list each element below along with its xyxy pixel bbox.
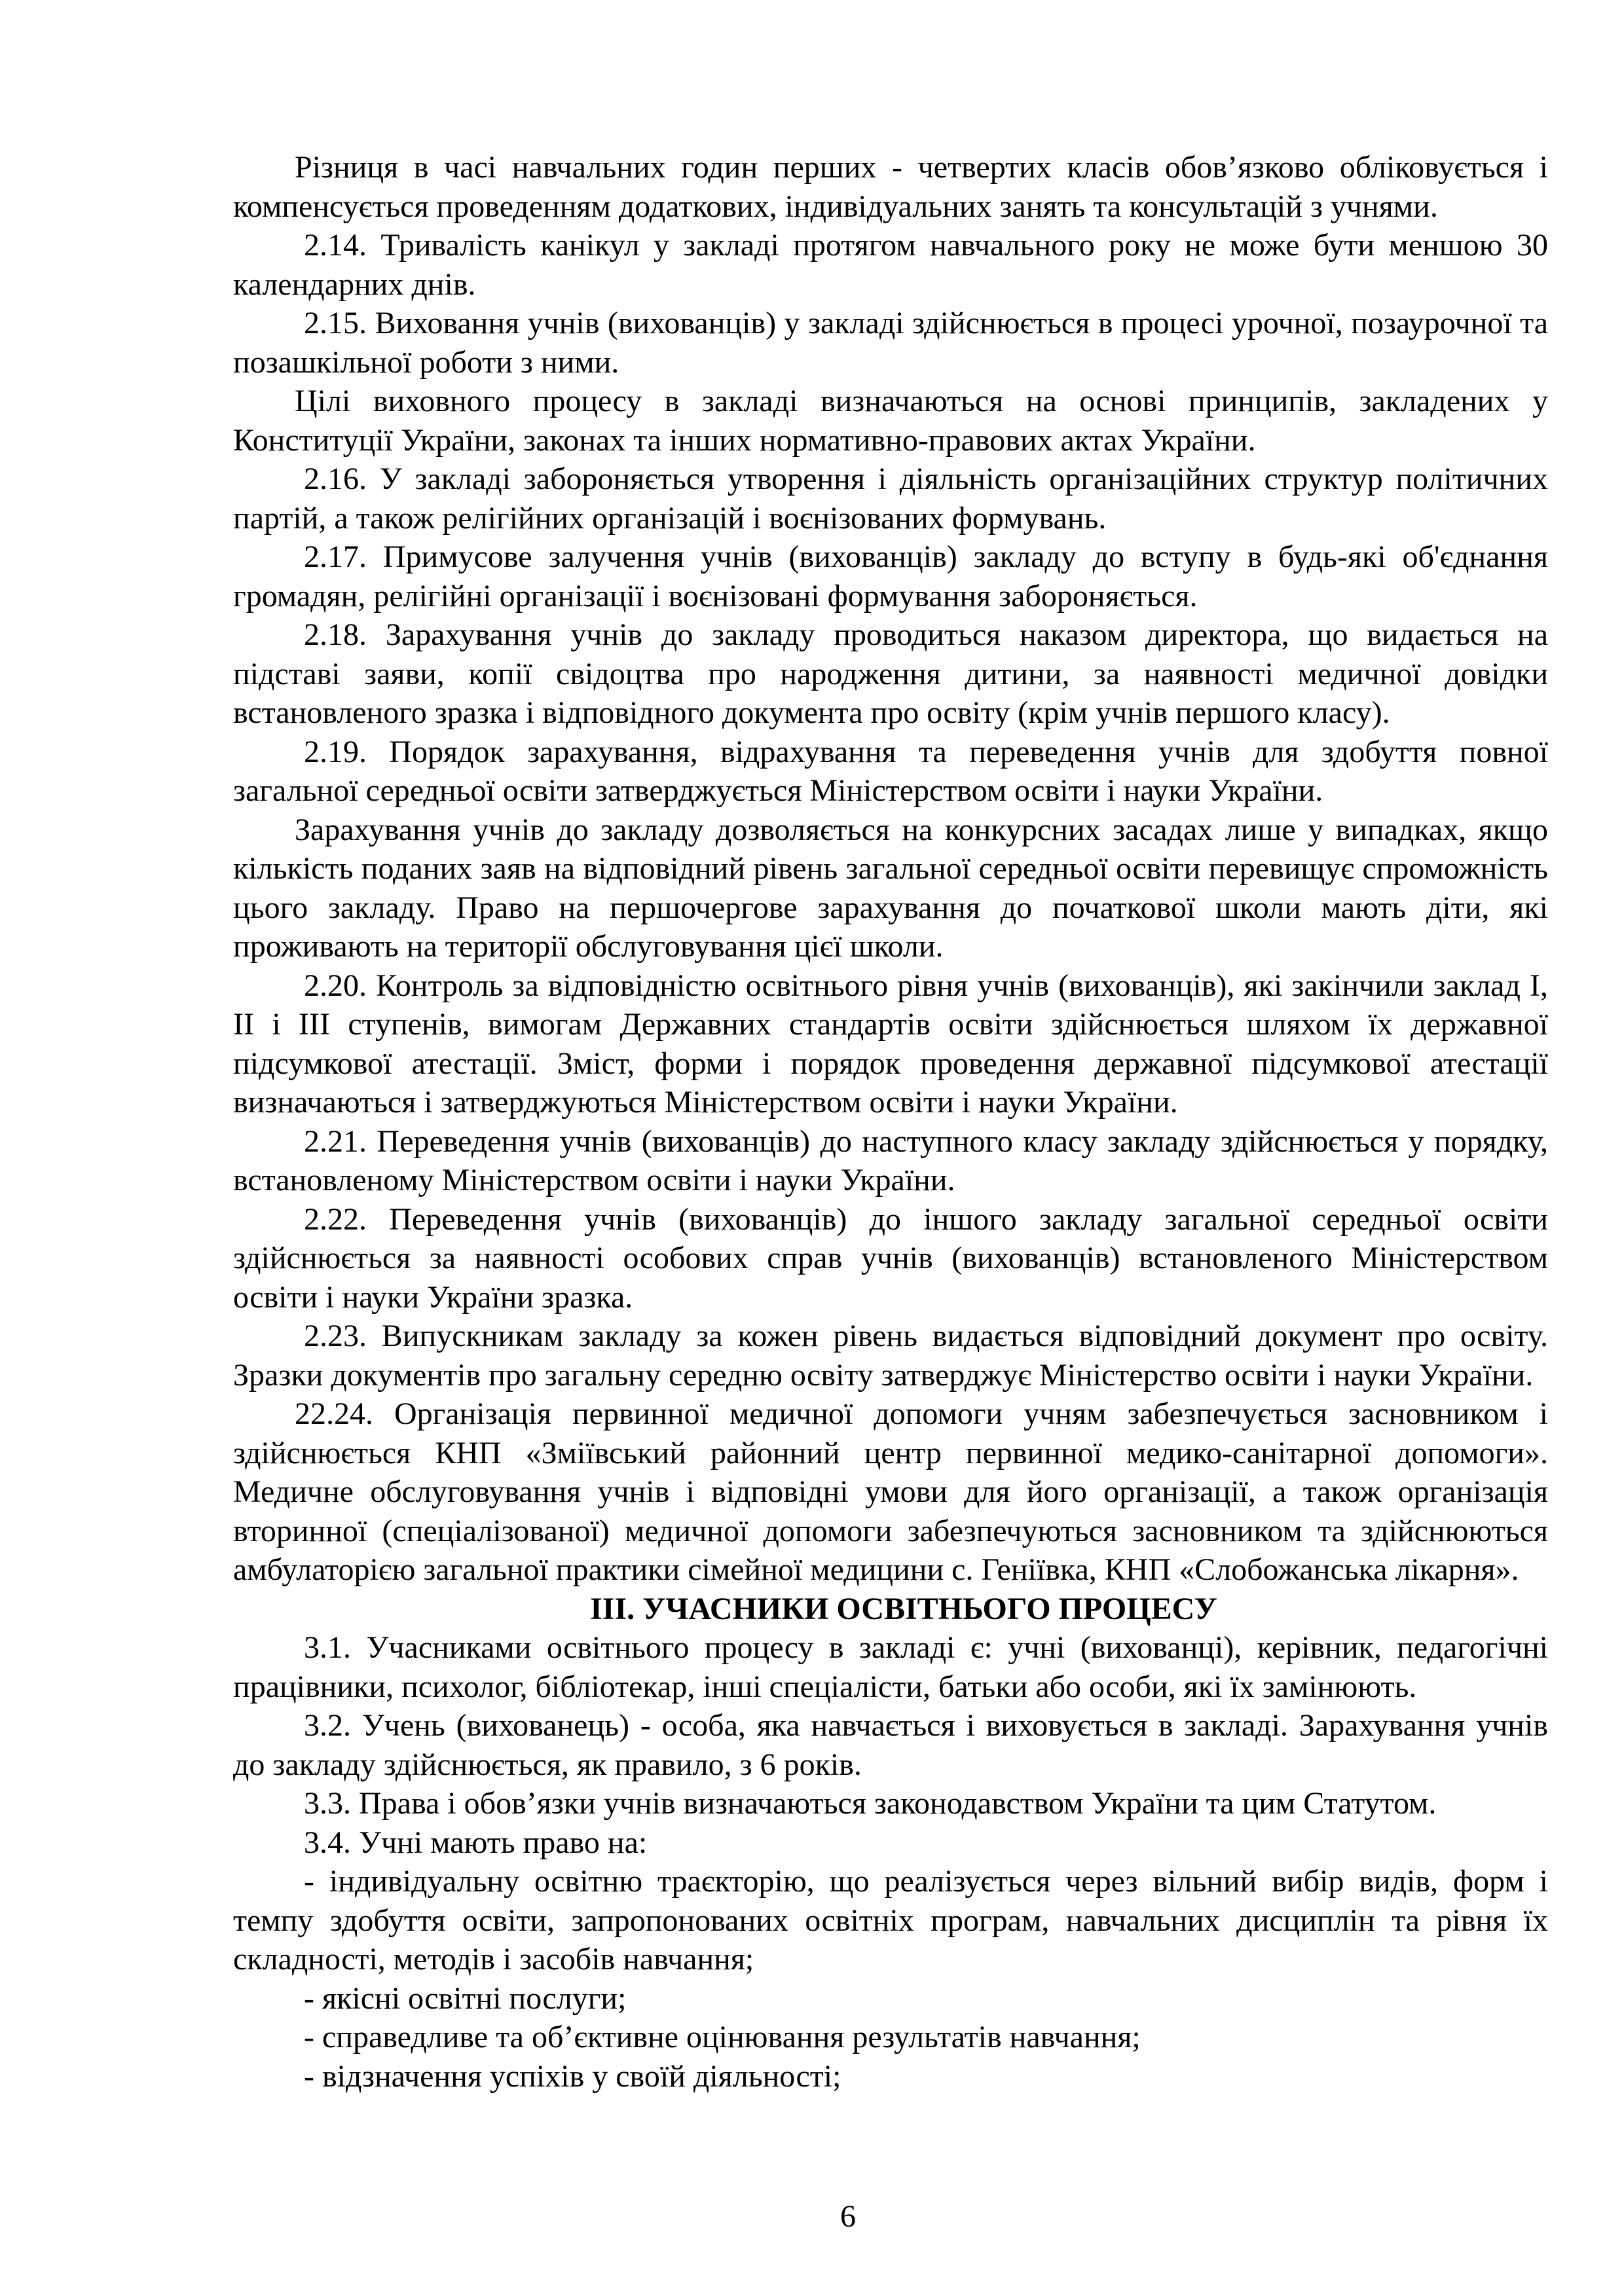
list-item: - справедливе та об’єктивне оцінювання результатів навчання; xyxy=(304,2020,1141,2054)
list-item: - індивідуальну освітню траєкторію, що реалізується через вільний вибір видів, форм і темпу здобуття освіти, запропонованих освітніх програм, навчальних дисциплін та рівня їх складності, методів і засобів навчання; xyxy=(233,1864,1548,1977)
paragraph-upbringing-goals: Цілі виховного процесу в закладі визначаються на основі принципів, закладених у Конституції України, законах та інших нормативно-правових актах України. xyxy=(233,384,1548,458)
paragraph-2-19: 2.19. Порядок зарахування, відрахування та переведення учнів для здобуття повної загальної середньої освіти затверджується Міністерством освіти і науки України. xyxy=(233,734,1548,808)
page-number: 6 xyxy=(840,2199,856,2234)
paragraph-2-17: 2.17. Примусове залучення учнів (вихованців) закладу до вступу в будь-які об'єднання громадян, релігійні організації і воєнізовані формування забороняється. xyxy=(233,539,1548,613)
paragraph-22-24: 22.24. Організація первинної медичної допомоги учням забезпечується засновником і здійснюється КНП «Зміївський районний центр первинної медико-санітарної допомоги». Медичне обслуговування учнів і відповідні умови для його організації, а також організація вторинної (спеціалізованої) медичної допомоги забезпечуються засновником та здійснюються амбулаторією загальної практики сімейної медицини с. Геніївка, КНП «Слобожанська лікарня». xyxy=(233,1396,1548,1587)
paragraph-3-2: 3.2. Учень (вихованець) - особа, яка навчається і виховується в закладі. Зарахування учнів до закладу здійснюється, як правило, з 6 років. xyxy=(233,1708,1548,1782)
document-page xyxy=(233,148,1548,2096)
list-item: - відзначення успіхів у своїй діяльності; xyxy=(304,2058,841,2094)
list-item: - якісні освітні послуги; xyxy=(304,1980,627,2016)
paragraph-2-15: 2.15. Виховання учнів (вихованців) у закладі здійснюється в процесі урочної, позаурочної та позашкільної роботи з ними. xyxy=(233,306,1548,380)
paragraph-2-21: 2.21. Переведення учнів (вихованців) до наступного класу закладу здійснюється у порядку, встановленому Міністерством освіти і науки України. xyxy=(233,1123,1548,1197)
section-heading: ІІІ. УЧАСНИКИ ОСВІТНЬОГО ПРОЦЕСУ xyxy=(590,1591,1217,1626)
paragraph-hours-difference: Різниця в часі навчальних годин перших - четвертих класів обов’язково обліковується і компенсується проведенням додаткових, індивідуальних занять та консультацій з учнями. xyxy=(233,150,1548,224)
paragraph-2-23: 2.23. Випускникам закладу за кожен рівень видається відповідний документ про освіту. Зразки документів про загальну середню освіту затверджує Міністерство освіти і науки України. xyxy=(233,1319,1548,1393)
paragraph-2-14: 2.14. Тривалість канікул у закладі протягом навчального року не може бути меншою 30 календарних днів. xyxy=(233,228,1548,302)
rights-list xyxy=(233,1862,1548,2096)
paragraph-2-16: 2.16. У закладі забороняється утворення і діяльність організаційних структур політичних партій, а також релігійних організацій і воєнізованих формувань. xyxy=(233,462,1548,536)
paragraph-3-4: 3.4. Учні мають право на: xyxy=(304,1825,648,1860)
paragraph-enrollment-competition: Зарахування учнів до закладу дозволяється на конкурсних засадах лише у випадках, якщо кількість поданих заяв на відповідний рівень загальної середньої освіти перевищує спроможність цього закладу. Право на першочергове зарахування до початкової школи мають діти, які проживають на території обслуговування цієї школи. xyxy=(233,812,1548,964)
paragraph-2-22: 2.22. Переведення учнів (вихованців) до іншого закладу загальної середньої освіти здійснюється за наявності особових справ учнів (вихованців) встановленого Міністерством освіти і науки України зразка. xyxy=(233,1201,1548,1315)
paragraph-2-18: 2.18. Зарахування учнів до закладу проводиться наказом директора, що видається на підставі заяви, копії свідоцтва про народження дитини, за наявності медичної довідки встановленого зразка і відповідного документа про освіту (крім учнів першого класу). xyxy=(233,617,1548,730)
paragraph-3-3: 3.3. Права і обов’язки учнів визначаються законодавством України та цим Статутом. xyxy=(304,1786,1437,1821)
paragraph-3-1: 3.1. Учасниками освітнього процесу в закладі є: учні (вихованці), керівник, педагогічні працівники, психолог, бібліотекар, інші спеціалісти, батьки або особи, які їх замінюють. xyxy=(233,1630,1548,1704)
paragraph-2-20: 2.20. Контроль за відповідністю освітнього рівня учнів (вихованців), які закінчили заклад І, ІІ і ІІІ ступенів, вимогам Державних стандартів освіти здійснюється шляхом їх державної підсумкової атестації. Зміст, форми і порядок проведення державної підсумкової атестації визначаються і затверджуються Міністерством освіти і науки України. xyxy=(233,968,1548,1120)
